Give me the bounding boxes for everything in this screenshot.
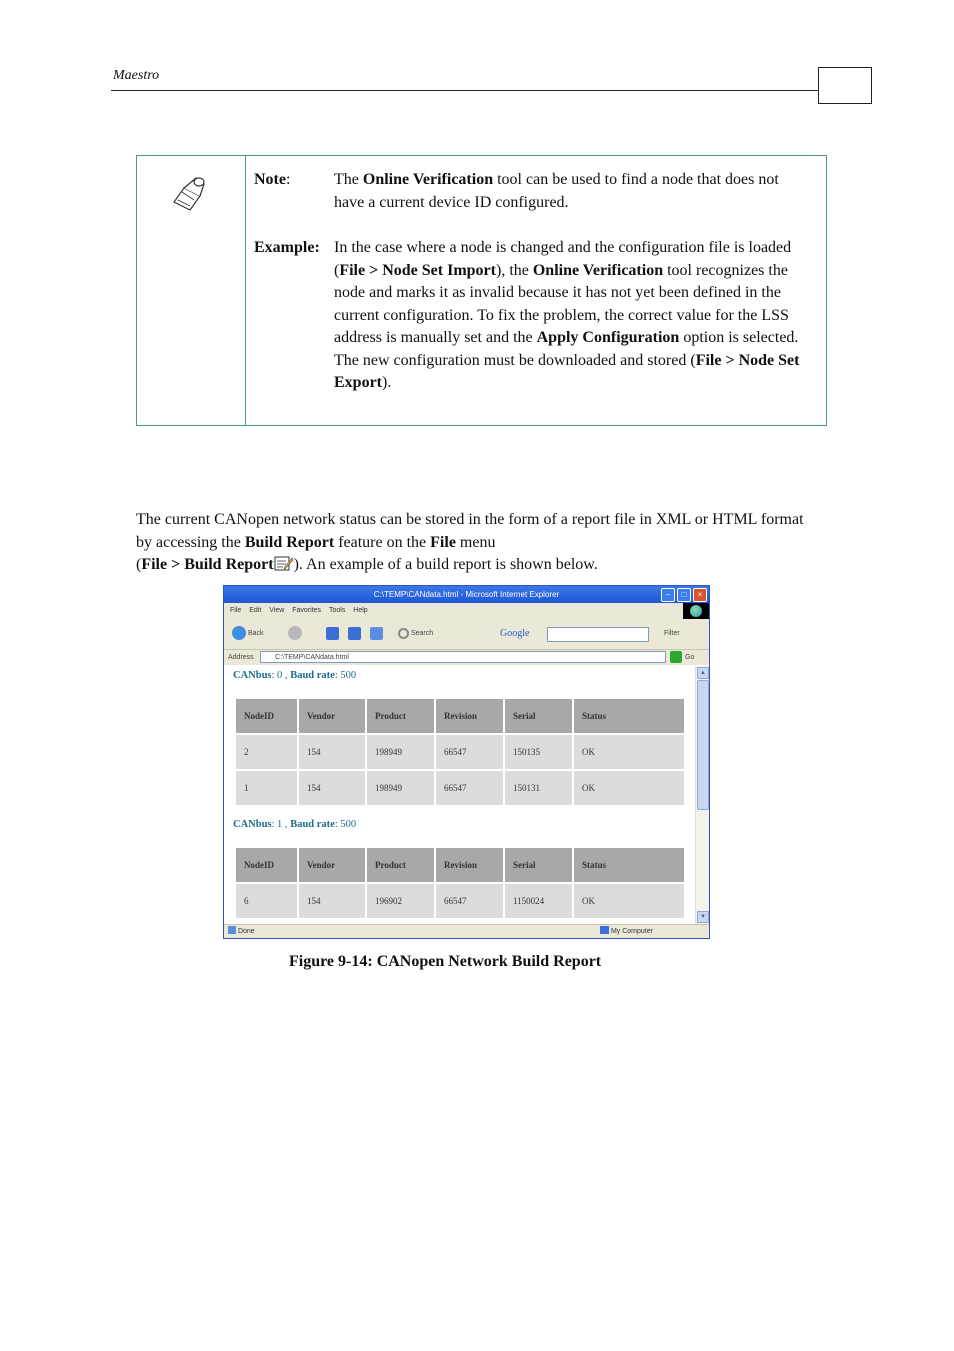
column-header: Vendor [299,848,365,882]
forward-arrow-icon [288,626,302,640]
close-icon[interactable]: × [693,588,707,602]
browser-statusbar [224,924,709,939]
menu-view[interactable]: View [269,607,285,614]
header-rule [111,90,819,91]
status-zone: My Computer [600,925,653,939]
table-cell: 66547 [436,884,503,918]
note-pencil-icon [170,174,210,214]
table-cell: 150131 [505,771,572,805]
scroll-thumb[interactable] [697,680,709,810]
browser-titlebar: C:\TEMP\CANdata.html - Microsoft Internet Explorer – □ × [224,586,709,603]
stop-button[interactable] [326,626,339,642]
example-text: In the case where a node is changed and the configuration file is loaded (File > Node Set Import), the Online Verification tool recognizes the node and marks it as invalid because it has not yet been defined in the current configuration. To fix the problem, the correct value for the LSS address is manually set and the Apply Configuration option is selected. The new configuration must be downloaded and stored (File > Node Set Export). [334,239,800,391]
vertical-scrollbar[interactable] [695,666,709,924]
table-header-row [236,848,684,882]
column-header: Status [574,848,684,882]
search-button[interactable]: Search [398,626,433,642]
column-header: Status [574,699,684,733]
build-report-icon [274,554,294,572]
home-icon [370,627,383,640]
table-cell: 1150024 [505,884,572,918]
table-row [236,735,684,769]
column-header: Revision [436,699,503,733]
address-label: Address [228,654,254,661]
scroll-up-icon[interactable]: ▲ [697,667,709,679]
bus-title: CANbus: 1 , Baud rate: 500 [233,819,357,830]
column-header: Product [367,699,434,733]
browser-content [225,666,695,924]
table-cell: 154 [299,735,365,769]
column-header: Revision [436,848,503,882]
stop-icon [326,627,339,640]
bus-title: CANbus: 0 , Baud rate: 500 [233,670,357,681]
google-search-input[interactable] [547,627,649,642]
figure-caption: Figure 9-14: CANopen Network Build Report [289,953,602,970]
refresh-button[interactable] [348,626,361,642]
address-input[interactable]: C:\TEMP\CANdata.html [260,651,666,663]
column-header: NodeID [236,699,297,733]
table-cell: OK [574,771,684,805]
table-cell: OK [574,735,684,769]
menu-favorites[interactable]: Favorites [292,607,322,614]
table-cell: OK [574,884,684,918]
column-header: NodeID [236,848,297,882]
go-button[interactable]: Go [685,654,695,661]
back-button[interactable]: Back [232,626,264,642]
address-bar [224,650,709,665]
body-paragraph: The current CANopen network status can be stored in the form of a report file in XML or HTML format by accessing the Build Report feature on the File menu (File > Build Report ). An example of a build report is shown below. [136,511,804,573]
table-cell: 2 [236,735,297,769]
back-arrow-icon [232,626,246,640]
table-cell: 1 [236,771,297,805]
windows-logo-icon [683,603,709,619]
table-cell: 66547 [436,771,503,805]
page-header-title: Maestro [113,68,160,83]
note-divider [245,156,246,425]
maximize-icon[interactable]: □ [677,588,691,602]
table-cell: 66547 [436,735,503,769]
search-icon [398,628,409,639]
column-header: Serial [505,699,572,733]
computer-icon [600,926,609,934]
scroll-down-icon[interactable]: ▼ [697,911,709,923]
note-label: Note: [254,171,291,188]
table-row [236,884,684,918]
column-header: Serial [505,848,572,882]
menu-file[interactable]: File [230,607,242,614]
table-row [236,771,684,805]
forward-button[interactable] [288,626,302,642]
table-cell: 198949 [367,735,434,769]
toolbar-more-button[interactable]: Filter [664,630,680,637]
home-button[interactable] [370,626,383,642]
note-box [136,155,827,426]
browser-menubar [224,603,709,619]
minimize-icon[interactable]: – [661,588,675,602]
menu-tools[interactable]: Tools [329,607,346,614]
example-label: Example: [254,239,320,256]
report-table [234,697,686,807]
refresh-icon [348,627,361,640]
page-icon [228,926,236,934]
table-cell: 6 [236,884,297,918]
menu-edit[interactable]: Edit [249,607,262,614]
column-header: Product [367,848,434,882]
column-header: Vendor [299,699,365,733]
browser-screenshot [223,585,710,939]
note-text: The Online Verification tool can be used to find a node that does not have a current device ID configured. [334,171,779,211]
browser-toolbar [224,619,709,650]
table-cell: 196902 [367,884,434,918]
table-cell: 150135 [505,735,572,769]
status-done: Done [228,928,255,935]
google-logo: Google [500,628,530,639]
menu-help[interactable]: Help [353,607,368,614]
table-cell: 154 [299,884,365,918]
page-number-box [818,67,872,104]
table-cell: 154 [299,771,365,805]
table-header-row [236,699,684,733]
table-cell: 198949 [367,771,434,805]
report-table [234,846,686,920]
go-arrow-icon[interactable] [670,651,682,663]
